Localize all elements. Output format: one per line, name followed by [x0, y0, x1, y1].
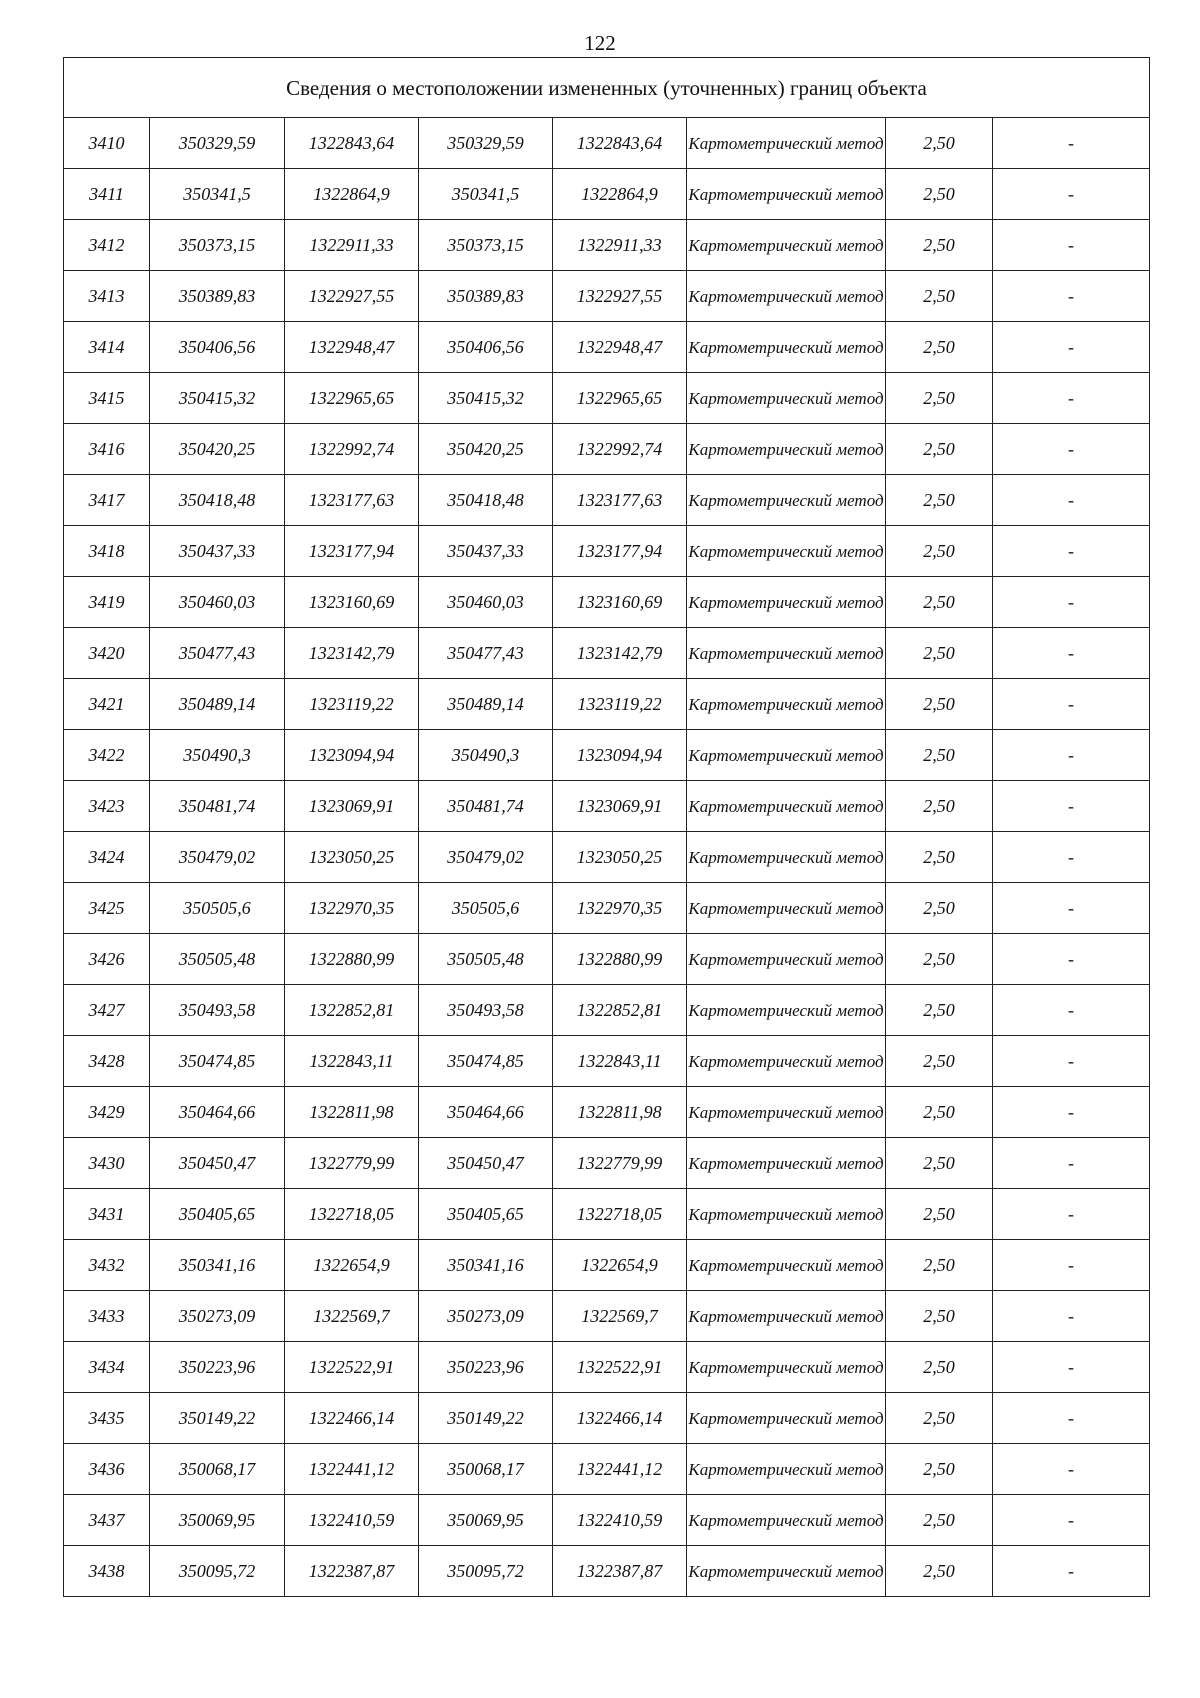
description-cell: -: [993, 781, 1150, 832]
point-number-cell: 3410: [64, 118, 150, 169]
refined-y-cell: 1323050,25: [553, 832, 687, 883]
method-cell: Картометрический метод: [687, 1036, 886, 1087]
point-number-cell: 3426: [64, 934, 150, 985]
refined-x-cell: 350406,56: [419, 322, 553, 373]
method-cell: Картометрический метод: [687, 1495, 886, 1546]
table-row: [64, 1291, 1150, 1342]
table-row: [64, 475, 1150, 526]
refined-y-cell: 1323094,94: [553, 730, 687, 781]
existing-x-cell: 350420,25: [150, 424, 285, 475]
precision-cell: 2,50: [886, 1138, 993, 1189]
description-cell: -: [993, 1036, 1150, 1087]
existing-y-cell: 1323177,63: [285, 475, 419, 526]
existing-x-cell: 350505,6: [150, 883, 285, 934]
refined-x-cell: 350481,74: [419, 781, 553, 832]
precision-cell: 2,50: [886, 577, 993, 628]
existing-x-cell: 350149,22: [150, 1393, 285, 1444]
table-row: [64, 526, 1150, 577]
table-row: [64, 1240, 1150, 1291]
refined-y-cell: 1322843,64: [553, 118, 687, 169]
precision-cell: 2,50: [886, 934, 993, 985]
refined-x-cell: 350437,33: [419, 526, 553, 577]
precision-cell: 2,50: [886, 1291, 993, 1342]
point-number-cell: 3438: [64, 1546, 150, 1597]
existing-y-cell: 1322864,9: [285, 169, 419, 220]
precision-cell: 2,50: [886, 373, 993, 424]
existing-y-cell: 1323050,25: [285, 832, 419, 883]
precision-cell: 2,50: [886, 424, 993, 475]
precision-cell: 2,50: [886, 1189, 993, 1240]
existing-y-cell: 1322880,99: [285, 934, 419, 985]
table-row: [64, 118, 1150, 169]
method-cell: Картометрический метод: [687, 322, 886, 373]
existing-y-cell: 1323119,22: [285, 679, 419, 730]
precision-cell: 2,50: [886, 475, 993, 526]
description-cell: -: [993, 1444, 1150, 1495]
table-row: [64, 781, 1150, 832]
existing-x-cell: 350095,72: [150, 1546, 285, 1597]
refined-y-cell: 1322965,65: [553, 373, 687, 424]
refined-y-cell: 1323177,63: [553, 475, 687, 526]
table-row: [64, 1546, 1150, 1597]
method-cell: Картометрический метод: [687, 118, 886, 169]
table-row: [64, 883, 1150, 934]
description-cell: -: [993, 934, 1150, 985]
description-cell: -: [993, 628, 1150, 679]
existing-x-cell: 350069,95: [150, 1495, 285, 1546]
table-row: [64, 220, 1150, 271]
existing-y-cell: 1322965,65: [285, 373, 419, 424]
refined-x-cell: 350341,16: [419, 1240, 553, 1291]
table-row: [64, 1393, 1150, 1444]
refined-y-cell: 1322441,12: [553, 1444, 687, 1495]
refined-x-cell: 350415,32: [419, 373, 553, 424]
refined-x-cell: 350329,59: [419, 118, 553, 169]
point-number-cell: 3411: [64, 169, 150, 220]
method-cell: Картометрический метод: [687, 1546, 886, 1597]
existing-y-cell: 1322948,47: [285, 322, 419, 373]
precision-cell: 2,50: [886, 1087, 993, 1138]
table-row: [64, 1495, 1150, 1546]
existing-y-cell: 1322911,33: [285, 220, 419, 271]
refined-y-cell: 1322654,9: [553, 1240, 687, 1291]
refined-y-cell: 1322387,87: [553, 1546, 687, 1597]
precision-cell: 2,50: [886, 1495, 993, 1546]
table-row: [64, 679, 1150, 730]
table-row: [64, 730, 1150, 781]
existing-y-cell: 1322466,14: [285, 1393, 419, 1444]
table-row: [64, 1087, 1150, 1138]
refined-y-cell: 1322410,59: [553, 1495, 687, 1546]
point-number-cell: 3415: [64, 373, 150, 424]
table-row: [64, 832, 1150, 883]
description-cell: -: [993, 322, 1150, 373]
table-row: [64, 1138, 1150, 1189]
method-cell: Картометрический метод: [687, 475, 886, 526]
refined-x-cell: 350420,25: [419, 424, 553, 475]
description-cell: -: [993, 730, 1150, 781]
existing-y-cell: 1322970,35: [285, 883, 419, 934]
precision-cell: 2,50: [886, 220, 993, 271]
method-cell: Картометрический метод: [687, 1393, 886, 1444]
refined-x-cell: 350479,02: [419, 832, 553, 883]
description-cell: -: [993, 373, 1150, 424]
existing-x-cell: 350489,14: [150, 679, 285, 730]
table-row: [64, 322, 1150, 373]
existing-x-cell: 350464,66: [150, 1087, 285, 1138]
method-cell: Картометрический метод: [687, 169, 886, 220]
refined-x-cell: 350405,65: [419, 1189, 553, 1240]
precision-cell: 2,50: [886, 679, 993, 730]
table-title-row: [64, 58, 1150, 118]
description-cell: -: [993, 1495, 1150, 1546]
precision-cell: 2,50: [886, 322, 993, 373]
description-cell: -: [993, 1240, 1150, 1291]
table-row: [64, 628, 1150, 679]
point-number-cell: 3423: [64, 781, 150, 832]
description-cell: -: [993, 526, 1150, 577]
refined-x-cell: 350450,47: [419, 1138, 553, 1189]
precision-cell: 2,50: [886, 832, 993, 883]
existing-x-cell: 350490,3: [150, 730, 285, 781]
point-number-cell: 3419: [64, 577, 150, 628]
method-cell: Картометрический метод: [687, 1087, 886, 1138]
precision-cell: 2,50: [886, 1444, 993, 1495]
method-cell: Картометрический метод: [687, 628, 886, 679]
refined-x-cell: 350273,09: [419, 1291, 553, 1342]
existing-y-cell: 1322811,98: [285, 1087, 419, 1138]
refined-x-cell: 350418,48: [419, 475, 553, 526]
point-number-cell: 3421: [64, 679, 150, 730]
method-cell: Картометрический метод: [687, 1240, 886, 1291]
point-number-cell: 3435: [64, 1393, 150, 1444]
existing-x-cell: 350273,09: [150, 1291, 285, 1342]
existing-x-cell: 350373,15: [150, 220, 285, 271]
refined-y-cell: 1322522,91: [553, 1342, 687, 1393]
description-cell: -: [993, 679, 1150, 730]
description-cell: -: [993, 1291, 1150, 1342]
table-row: [64, 1036, 1150, 1087]
existing-x-cell: 350341,16: [150, 1240, 285, 1291]
description-cell: -: [993, 1189, 1150, 1240]
precision-cell: 2,50: [886, 985, 993, 1036]
refined-y-cell: 1322970,35: [553, 883, 687, 934]
existing-y-cell: 1322441,12: [285, 1444, 419, 1495]
table-row: [64, 169, 1150, 220]
precision-cell: 2,50: [886, 1240, 993, 1291]
point-number-cell: 3414: [64, 322, 150, 373]
existing-x-cell: 350505,48: [150, 934, 285, 985]
precision-cell: 2,50: [886, 781, 993, 832]
existing-y-cell: 1322718,05: [285, 1189, 419, 1240]
refined-y-cell: 1322569,7: [553, 1291, 687, 1342]
description-cell: -: [993, 118, 1150, 169]
refined-x-cell: 350474,85: [419, 1036, 553, 1087]
precision-cell: 2,50: [886, 526, 993, 577]
description-cell: -: [993, 1393, 1150, 1444]
refined-x-cell: 350373,15: [419, 220, 553, 271]
refined-y-cell: 1323142,79: [553, 628, 687, 679]
refined-y-cell: 1322466,14: [553, 1393, 687, 1444]
method-cell: Картометрический метод: [687, 373, 886, 424]
method-cell: Картометрический метод: [687, 832, 886, 883]
method-cell: Картометрический метод: [687, 883, 886, 934]
method-cell: Картометрический метод: [687, 781, 886, 832]
refined-y-cell: 1322880,99: [553, 934, 687, 985]
existing-y-cell: 1322843,11: [285, 1036, 419, 1087]
boundary-coordinates-table: [63, 57, 1150, 1597]
point-number-cell: 3416: [64, 424, 150, 475]
existing-x-cell: 350477,43: [150, 628, 285, 679]
existing-y-cell: 1322992,74: [285, 424, 419, 475]
refined-x-cell: 350149,22: [419, 1393, 553, 1444]
point-number-cell: 3433: [64, 1291, 150, 1342]
description-cell: -: [993, 271, 1150, 322]
existing-y-cell: 1322779,99: [285, 1138, 419, 1189]
table-title: Сведения о местоположении измененных (уточненных) границ объекта: [64, 58, 1150, 118]
precision-cell: 2,50: [886, 628, 993, 679]
existing-x-cell: 350341,5: [150, 169, 285, 220]
description-cell: -: [993, 1546, 1150, 1597]
refined-x-cell: 350389,83: [419, 271, 553, 322]
refined-x-cell: 350489,14: [419, 679, 553, 730]
refined-x-cell: 350223,96: [419, 1342, 553, 1393]
existing-x-cell: 350223,96: [150, 1342, 285, 1393]
precision-cell: 2,50: [886, 1546, 993, 1597]
description-cell: -: [993, 169, 1150, 220]
table-row: [64, 1444, 1150, 1495]
refined-x-cell: 350505,6: [419, 883, 553, 934]
point-number-cell: 3417: [64, 475, 150, 526]
table-row: [64, 577, 1150, 628]
existing-x-cell: 350481,74: [150, 781, 285, 832]
refined-x-cell: 350464,66: [419, 1087, 553, 1138]
table-row: [64, 271, 1150, 322]
refined-y-cell: 1322843,11: [553, 1036, 687, 1087]
existing-x-cell: 350460,03: [150, 577, 285, 628]
method-cell: Картометрический метод: [687, 1189, 886, 1240]
refined-y-cell: 1322911,33: [553, 220, 687, 271]
refined-x-cell: 350505,48: [419, 934, 553, 985]
existing-y-cell: 1323160,69: [285, 577, 419, 628]
refined-x-cell: 350069,95: [419, 1495, 553, 1546]
refined-y-cell: 1322992,74: [553, 424, 687, 475]
existing-x-cell: 350389,83: [150, 271, 285, 322]
refined-y-cell: 1322718,05: [553, 1189, 687, 1240]
description-cell: -: [993, 1342, 1150, 1393]
refined-y-cell: 1323119,22: [553, 679, 687, 730]
refined-y-cell: 1323160,69: [553, 577, 687, 628]
page-number: 122: [584, 31, 616, 55]
existing-x-cell: 350406,56: [150, 322, 285, 373]
point-number-cell: 3420: [64, 628, 150, 679]
point-number-cell: 3424: [64, 832, 150, 883]
table-row: [64, 985, 1150, 1036]
description-cell: -: [993, 220, 1150, 271]
table-row: [64, 424, 1150, 475]
existing-y-cell: 1323142,79: [285, 628, 419, 679]
description-cell: -: [993, 1087, 1150, 1138]
description-cell: -: [993, 577, 1150, 628]
table-row: [64, 1342, 1150, 1393]
existing-x-cell: 350474,85: [150, 1036, 285, 1087]
point-number-cell: 3429: [64, 1087, 150, 1138]
description-cell: -: [993, 832, 1150, 883]
existing-x-cell: 350479,02: [150, 832, 285, 883]
method-cell: Картометрический метод: [687, 1138, 886, 1189]
existing-x-cell: 350493,58: [150, 985, 285, 1036]
description-cell: -: [993, 424, 1150, 475]
refined-x-cell: 350490,3: [419, 730, 553, 781]
existing-y-cell: 1322387,87: [285, 1546, 419, 1597]
precision-cell: 2,50: [886, 118, 993, 169]
table-row: [64, 934, 1150, 985]
refined-y-cell: 1322811,98: [553, 1087, 687, 1138]
existing-y-cell: 1322852,81: [285, 985, 419, 1036]
existing-x-cell: 350418,48: [150, 475, 285, 526]
method-cell: Картометрический метод: [687, 1444, 886, 1495]
precision-cell: 2,50: [886, 1036, 993, 1087]
existing-x-cell: 350405,65: [150, 1189, 285, 1240]
refined-y-cell: 1323069,91: [553, 781, 687, 832]
precision-cell: 2,50: [886, 883, 993, 934]
point-number-cell: 3436: [64, 1444, 150, 1495]
refined-x-cell: 350068,17: [419, 1444, 553, 1495]
point-number-cell: 3430: [64, 1138, 150, 1189]
method-cell: Картометрический метод: [687, 577, 886, 628]
method-cell: Картометрический метод: [687, 424, 886, 475]
refined-y-cell: 1322927,55: [553, 271, 687, 322]
method-cell: Картометрический метод: [687, 1342, 886, 1393]
method-cell: Картометрический метод: [687, 271, 886, 322]
existing-x-cell: 350437,33: [150, 526, 285, 577]
refined-y-cell: 1322948,47: [553, 322, 687, 373]
existing-y-cell: 1322410,59: [285, 1495, 419, 1546]
table-row: [64, 1189, 1150, 1240]
existing-x-cell: 350415,32: [150, 373, 285, 424]
refined-y-cell: 1322864,9: [553, 169, 687, 220]
point-number-cell: 3412: [64, 220, 150, 271]
precision-cell: 2,50: [886, 271, 993, 322]
method-cell: Картометрический метод: [687, 1291, 886, 1342]
point-number-cell: 3422: [64, 730, 150, 781]
existing-y-cell: 1323069,91: [285, 781, 419, 832]
point-number-cell: 3418: [64, 526, 150, 577]
point-number-cell: 3413: [64, 271, 150, 322]
existing-y-cell: 1323177,94: [285, 526, 419, 577]
method-cell: Картометрический метод: [687, 526, 886, 577]
point-number-cell: 3427: [64, 985, 150, 1036]
existing-y-cell: 1322522,91: [285, 1342, 419, 1393]
refined-y-cell: 1323177,94: [553, 526, 687, 577]
refined-y-cell: 1322779,99: [553, 1138, 687, 1189]
existing-y-cell: 1322927,55: [285, 271, 419, 322]
point-number-cell: 3425: [64, 883, 150, 934]
method-cell: Картометрический метод: [687, 220, 886, 271]
refined-x-cell: 350341,5: [419, 169, 553, 220]
table-row: [64, 373, 1150, 424]
existing-y-cell: 1323094,94: [285, 730, 419, 781]
point-number-cell: 3434: [64, 1342, 150, 1393]
point-number-cell: 3428: [64, 1036, 150, 1087]
description-cell: -: [993, 985, 1150, 1036]
description-cell: -: [993, 883, 1150, 934]
refined-y-cell: 1322852,81: [553, 985, 687, 1036]
existing-x-cell: 350450,47: [150, 1138, 285, 1189]
precision-cell: 2,50: [886, 730, 993, 781]
method-cell: Картометрический метод: [687, 730, 886, 781]
description-cell: -: [993, 1138, 1150, 1189]
point-number-cell: 3432: [64, 1240, 150, 1291]
precision-cell: 2,50: [886, 1393, 993, 1444]
existing-x-cell: 350329,59: [150, 118, 285, 169]
existing-y-cell: 1322654,9: [285, 1240, 419, 1291]
refined-x-cell: 350477,43: [419, 628, 553, 679]
method-cell: Картометрический метод: [687, 934, 886, 985]
point-number-cell: 3431: [64, 1189, 150, 1240]
existing-y-cell: 1322569,7: [285, 1291, 419, 1342]
refined-x-cell: 350460,03: [419, 577, 553, 628]
method-cell: Картометрический метод: [687, 985, 886, 1036]
refined-x-cell: 350493,58: [419, 985, 553, 1036]
precision-cell: 2,50: [886, 169, 993, 220]
refined-x-cell: 350095,72: [419, 1546, 553, 1597]
existing-x-cell: 350068,17: [150, 1444, 285, 1495]
precision-cell: 2,50: [886, 1342, 993, 1393]
method-cell: Картометрический метод: [687, 679, 886, 730]
point-number-cell: 3437: [64, 1495, 150, 1546]
description-cell: -: [993, 475, 1150, 526]
existing-y-cell: 1322843,64: [285, 118, 419, 169]
